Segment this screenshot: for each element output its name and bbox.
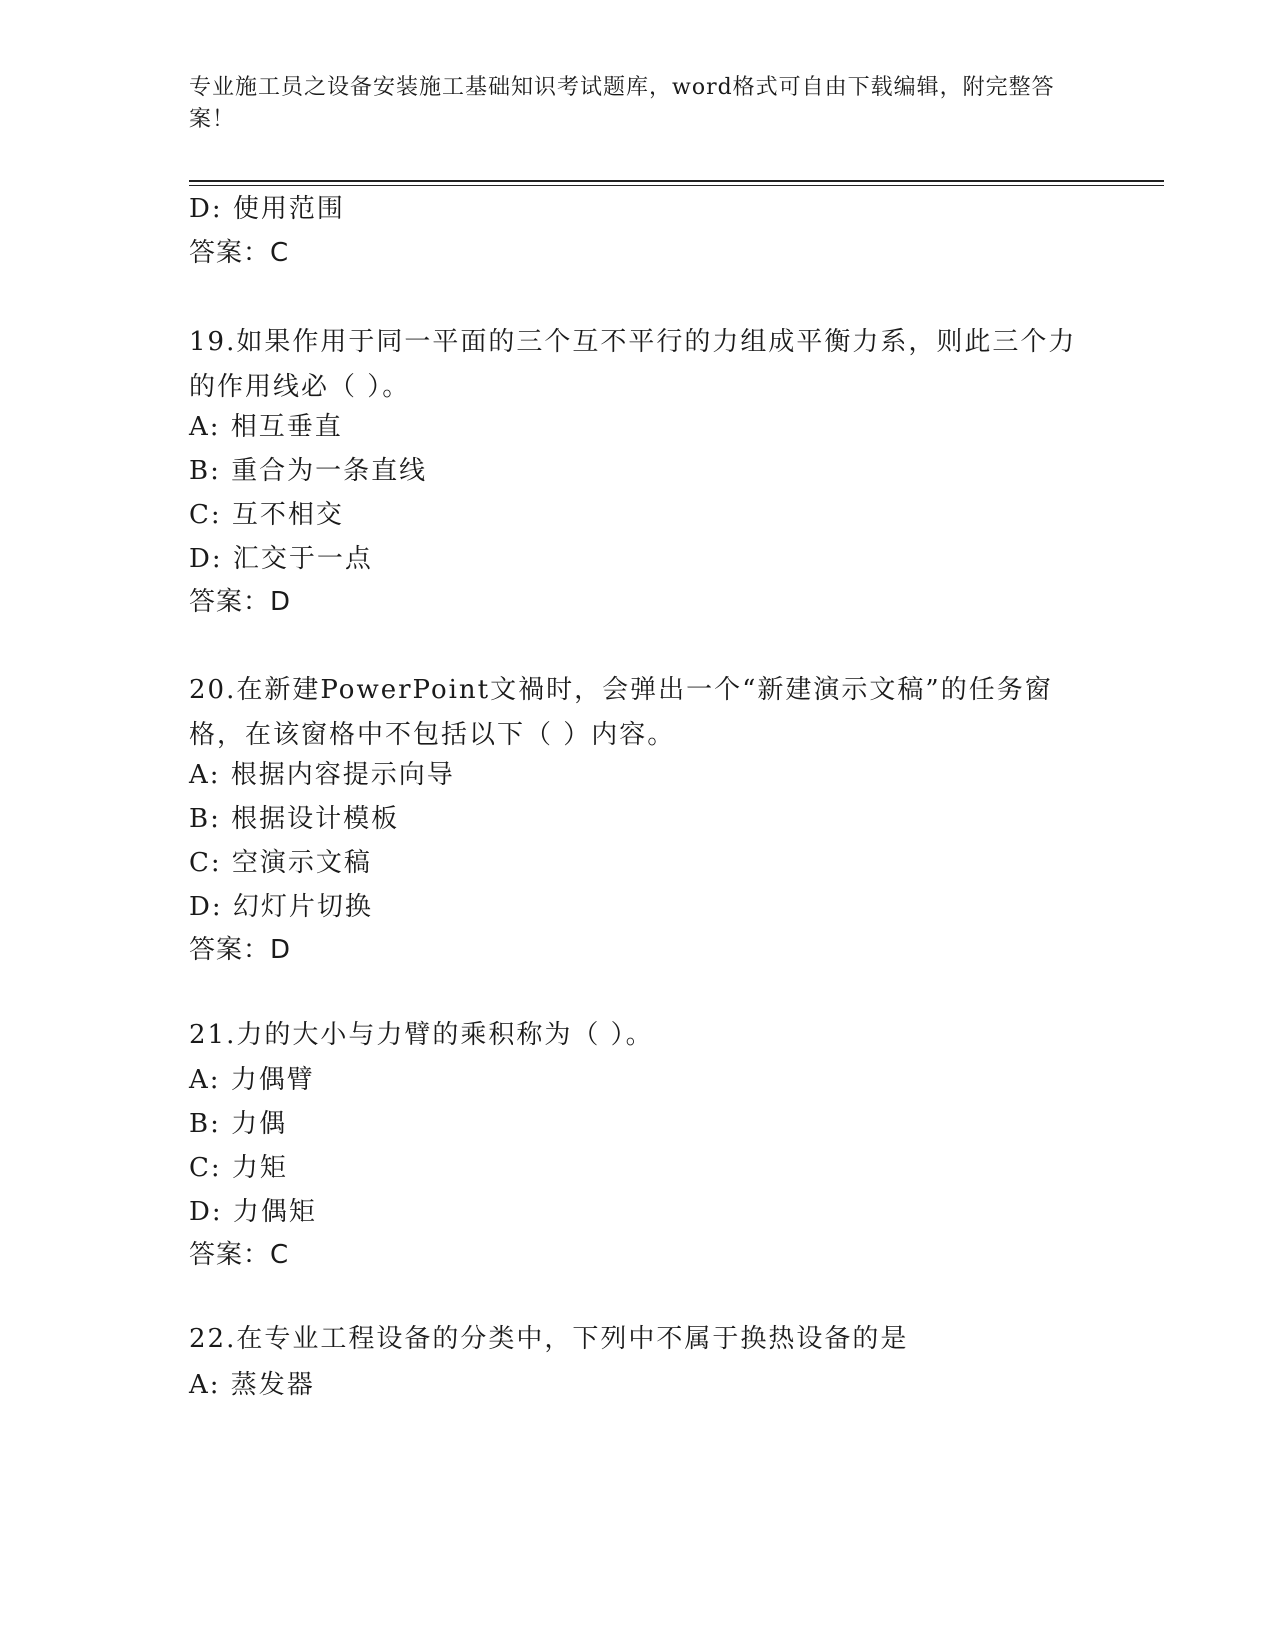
question-19-option-d: D: 汇交于一点 [189, 544, 373, 574]
question-21-text: 21.力的大小与力臂的乘积称为（ ）。 [189, 1020, 654, 1050]
question-19-answer: 答案：D [189, 587, 292, 617]
question-22-text: 22.在专业工程设备的分类中，下列中不属于换热设备的是 [189, 1324, 909, 1354]
question-19-option-b: B: 重合为一条直线 [189, 456, 428, 486]
question-19-option-c: C: 互不相交 [189, 500, 344, 530]
question-21-option-d: D: 力偶矩 [189, 1197, 317, 1227]
question-20-text: 20.在新建PowerPoint文禍时，会弹出一个“新建演示文稿”的任务窗格，在该窗格中不包括以下（ ）内容。 [189, 675, 1053, 750]
prev-option-d: D: 使用范围 [189, 194, 345, 224]
question-20-option-b: B: 根据设计模板 [189, 804, 400, 834]
question-19-text: 19.如果作用于同一平面的三个互不平行的力组成平衡力系，则此三个力的作用线必（ ）。 [189, 327, 1077, 402]
header-divider-thick [189, 180, 1164, 182]
question-20-answer: 答案：D [189, 935, 292, 965]
question-21-option-c: C: 力矩 [189, 1153, 288, 1183]
question-20-option-d: D: 幻灯片切换 [189, 892, 373, 922]
question-21-option-a: A: 力偶臂 [189, 1065, 315, 1095]
document-header: 专业施工员之设备安装施工基础知识考试题库，word格式可自由下载编辑，附完整答案！ [189, 75, 1055, 132]
prev-answer: 答案：C [189, 238, 290, 268]
question-22-option-a: A: 蒸发器 [189, 1370, 315, 1400]
question-20-option-a: A: 根据内容提示向导 [189, 760, 455, 790]
question-21-option-b: B: 力偶 [189, 1109, 288, 1139]
question-20-option-c: C: 空演示文稿 [189, 848, 372, 878]
header-divider-thin [189, 185, 1164, 186]
question-19-option-a: A: 相互垂直 [189, 412, 343, 442]
question-21-answer: 答案：C [189, 1240, 290, 1270]
